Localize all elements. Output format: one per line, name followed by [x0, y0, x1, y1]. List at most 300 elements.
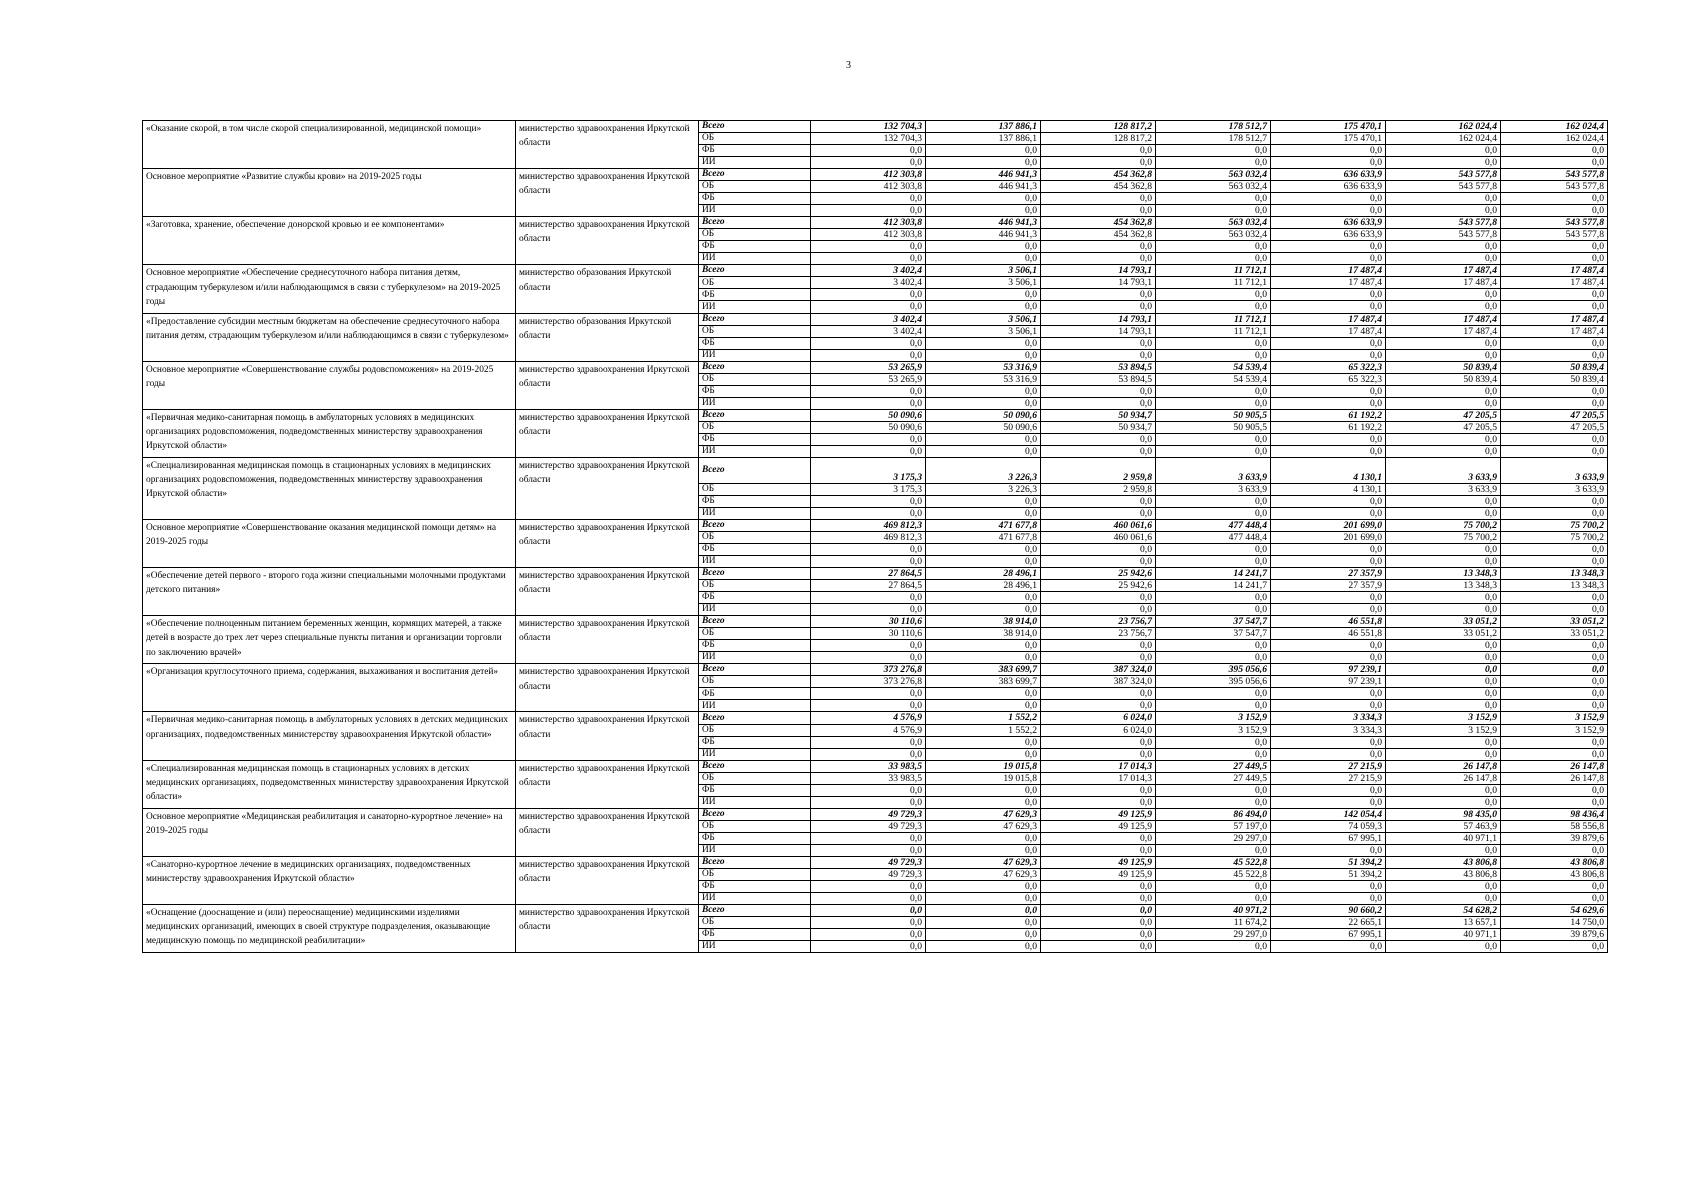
amount-cell: 0,0 [811, 544, 926, 556]
amount-cell: 373 276,8 [811, 664, 926, 676]
funding-source: ФБ [699, 784, 811, 796]
amount-cell: 13 348,3 [1501, 568, 1608, 580]
amount-cell: 0,0 [1501, 592, 1608, 604]
amount-cell: 17 487,4 [1501, 265, 1608, 277]
amount-cell: 0,0 [926, 433, 1041, 445]
activity-name: «Организация круглосуточного приема, содержания, выхаживания и воспитания детей» [143, 664, 516, 712]
amount-cell: 0,0 [1156, 445, 1271, 457]
amount-cell: 30 110,6 [811, 616, 926, 628]
amount-cell: 543 577,8 [1501, 217, 1608, 229]
amount-cell: 13 348,3 [1386, 568, 1501, 580]
amount-cell: 0,0 [811, 289, 926, 301]
amount-cell: 43 806,8 [1501, 856, 1608, 868]
amount-cell: 0,0 [811, 640, 926, 652]
amount-cell: 3 633,9 [1386, 483, 1501, 495]
amount-cell: 0,0 [926, 640, 1041, 652]
amount-cell: 14 241,7 [1156, 580, 1271, 592]
amount-cell: 178 512,7 [1156, 133, 1271, 145]
amount-cell: 0,0 [811, 507, 926, 519]
amount-cell: 0,0 [1386, 507, 1501, 519]
amount-cell: 412 303,8 [811, 229, 926, 241]
amount-cell: 47 205,5 [1386, 409, 1501, 421]
amount-cell: 13 348,3 [1501, 580, 1608, 592]
amount-cell: 50 839,4 [1386, 373, 1501, 385]
amount-cell: 50 905,5 [1156, 409, 1271, 421]
amount-cell: 0,0 [1271, 337, 1386, 349]
amount-cell: 3 633,9 [1501, 483, 1608, 495]
amount-cell: 0,0 [1041, 301, 1156, 313]
amount-cell: 0,0 [1041, 832, 1156, 844]
amount-cell: 0,0 [926, 929, 1041, 941]
amount-cell: 0,0 [811, 157, 926, 169]
amount-cell: 543 577,8 [1501, 229, 1608, 241]
amount-cell: 0,0 [1386, 640, 1501, 652]
amount-cell: 563 032,4 [1156, 181, 1271, 193]
amount-cell: 0,0 [1501, 796, 1608, 808]
funding-source: ОБ [699, 181, 811, 193]
funding-source: ОБ [699, 483, 811, 495]
activity-name: «Предоставление субсидии местным бюджетам на обеспечение среднесуточного набора питания детям, страдающим туберкулезом и/или наблюдающимся в связи с туберкулезом» [143, 313, 516, 361]
amount-cell: 75 700,2 [1386, 519, 1501, 531]
amount-cell: 0,0 [1041, 904, 1156, 916]
amount-cell: 23 756,7 [1041, 616, 1156, 628]
amount-cell: 175 470,1 [1271, 121, 1386, 133]
amount-cell: 395 056,6 [1156, 676, 1271, 688]
amount-cell: 0,0 [926, 736, 1041, 748]
amount-cell: 0,0 [1041, 253, 1156, 265]
amount-cell: 0,0 [1386, 676, 1501, 688]
amount-cell: 75 700,2 [1501, 532, 1608, 544]
amount-cell: 0,0 [1041, 880, 1156, 892]
amount-cell: 97 239,1 [1271, 676, 1386, 688]
amount-cell: 26 147,8 [1386, 760, 1501, 772]
amount-cell: 0,0 [1156, 652, 1271, 664]
funding-source: Всего [699, 121, 811, 133]
amount-cell: 0,0 [1501, 736, 1608, 748]
amount-cell: 3 633,9 [1501, 457, 1608, 483]
amount-cell: 0,0 [926, 892, 1041, 904]
table-row [143, 169, 1608, 181]
amount-cell: 412 303,8 [811, 169, 926, 181]
amount-cell: 0,0 [1386, 688, 1501, 700]
amount-cell: 0,0 [1386, 193, 1501, 205]
amount-cell: 0,0 [1271, 544, 1386, 556]
amount-cell: 0,0 [1501, 640, 1608, 652]
funding-source: Всего [699, 904, 811, 916]
amount-cell: 543 577,8 [1501, 181, 1608, 193]
amount-cell: 0,0 [926, 832, 1041, 844]
funding-source: ИИ [699, 507, 811, 519]
amount-cell: 201 699,0 [1271, 519, 1386, 531]
budget-table-body [143, 121, 1608, 953]
amount-cell: 0,0 [1271, 796, 1386, 808]
amount-cell: 454 362,8 [1041, 169, 1156, 181]
amount-cell: 0,0 [1156, 544, 1271, 556]
amount-cell: 460 061,6 [1041, 519, 1156, 531]
amount-cell: 543 577,8 [1386, 169, 1501, 181]
amount-cell: 0,0 [926, 145, 1041, 157]
amount-cell: 0,0 [1386, 652, 1501, 664]
amount-cell: 54 539,4 [1156, 361, 1271, 373]
amount-cell: 33 983,5 [811, 760, 926, 772]
amount-cell: 0,0 [1041, 495, 1156, 507]
amount-cell: 50 090,6 [811, 409, 926, 421]
amount-cell: 0,0 [1386, 205, 1501, 217]
funding-source: ИИ [699, 700, 811, 712]
amount-cell: 0,0 [1271, 385, 1386, 397]
amount-cell: 0,0 [1156, 892, 1271, 904]
amount-cell: 0,0 [926, 700, 1041, 712]
amount-cell: 0,0 [1156, 433, 1271, 445]
amount-cell: 0,0 [1501, 844, 1608, 856]
responsible-executor: министерство образования Иркутской области [516, 265, 699, 313]
amount-cell: 0,0 [926, 844, 1041, 856]
amount-cell: 65 322,3 [1271, 361, 1386, 373]
amount-cell: 49 729,3 [811, 856, 926, 868]
amount-cell: 3 226,3 [926, 483, 1041, 495]
responsible-executor: министерство здравоохранения Иркутской области [516, 760, 699, 808]
amount-cell: 162 024,4 [1386, 133, 1501, 145]
amount-cell: 0,0 [1501, 688, 1608, 700]
amount-cell: 0,0 [1156, 700, 1271, 712]
amount-cell: 543 577,8 [1386, 229, 1501, 241]
amount-cell: 142 054,4 [1271, 808, 1386, 820]
amount-cell: 0,0 [1271, 445, 1386, 457]
funding-source: Всего [699, 664, 811, 676]
amount-cell: 0,0 [1156, 397, 1271, 409]
amount-cell: 0,0 [926, 205, 1041, 217]
amount-cell: 98 435,0 [1386, 808, 1501, 820]
amount-cell: 43 806,8 [1386, 856, 1501, 868]
amount-cell: 0,0 [811, 145, 926, 157]
amount-cell: 563 032,4 [1156, 229, 1271, 241]
funding-source: ОБ [699, 373, 811, 385]
amount-cell: 75 700,2 [1386, 532, 1501, 544]
amount-cell: 0,0 [1041, 445, 1156, 457]
amount-cell: 0,0 [926, 193, 1041, 205]
amount-cell: 14 793,1 [1041, 277, 1156, 289]
amount-cell: 46 551,8 [1271, 616, 1386, 628]
amount-cell: 0,0 [1156, 507, 1271, 519]
amount-cell: 0,0 [1386, 880, 1501, 892]
amount-cell: 0,0 [811, 688, 926, 700]
amount-cell: 1 552,2 [926, 712, 1041, 724]
funding-source: Всего [699, 712, 811, 724]
amount-cell: 0,0 [1386, 301, 1501, 313]
amount-cell: 3 152,9 [1386, 712, 1501, 724]
activity-name: Основное мероприятие «Медицинская реабилитация и санаторно-курортное лечение» на 2019-2025 годы [143, 808, 516, 856]
amount-cell: 13 348,3 [1386, 580, 1501, 592]
amount-cell: 0,0 [1271, 349, 1386, 361]
amount-cell: 0,0 [1501, 301, 1608, 313]
amount-cell: 0,0 [1041, 507, 1156, 519]
amount-cell: 469 812,3 [811, 519, 926, 531]
amount-cell: 0,0 [811, 205, 926, 217]
amount-cell: 14 793,1 [1041, 325, 1156, 337]
activity-name: «Оснащение (дооснащение и (или) переоснащение) медицинскими изделиями медицинских организаций, имеющих в своей структуре подразделения, оказывающие медицинскую помощь по медицинской реабилитации» [143, 904, 516, 952]
funding-source: ИИ [699, 941, 811, 953]
amount-cell: 3 175,3 [811, 483, 926, 495]
amount-cell: 0,0 [926, 445, 1041, 457]
table-row [143, 760, 1608, 772]
amount-cell: 201 699,0 [1271, 532, 1386, 544]
amount-cell: 0,0 [1501, 941, 1608, 953]
amount-cell: 50 905,5 [1156, 421, 1271, 433]
amount-cell: 2 959,8 [1041, 457, 1156, 483]
amount-cell: 14 241,7 [1156, 568, 1271, 580]
amount-cell: 0,0 [1156, 592, 1271, 604]
amount-cell: 27 357,9 [1271, 568, 1386, 580]
funding-source: ФБ [699, 688, 811, 700]
funding-source: ОБ [699, 868, 811, 880]
funding-source: ИИ [699, 205, 811, 217]
amount-cell: 0,0 [1156, 556, 1271, 568]
funding-source: ОБ [699, 421, 811, 433]
amount-cell: 0,0 [1386, 253, 1501, 265]
amount-cell: 3 152,9 [1156, 724, 1271, 736]
amount-cell: 28 496,1 [926, 580, 1041, 592]
amount-cell: 22 665,1 [1271, 917, 1386, 929]
amount-cell: 0,0 [811, 253, 926, 265]
amount-cell: 0,0 [1041, 241, 1156, 253]
amount-cell: 0,0 [811, 385, 926, 397]
amount-cell: 0,0 [1156, 205, 1271, 217]
amount-cell: 0,0 [926, 253, 1041, 265]
activity-name: «Обеспечение полноценным питанием беременных женщин, кормящих матерей, а также детей в возрасте до трех лет через специальные пункты питания и организации торговли по заключению врачей» [143, 616, 516, 664]
amount-cell: 0,0 [1501, 349, 1608, 361]
budget-table [142, 120, 1608, 953]
amount-cell: 0,0 [1041, 337, 1156, 349]
amount-cell: 0,0 [1156, 145, 1271, 157]
amount-cell: 412 303,8 [811, 217, 926, 229]
funding-source: ИИ [699, 445, 811, 457]
amount-cell: 33 983,5 [811, 772, 926, 784]
amount-cell: 3 633,9 [1386, 457, 1501, 483]
amount-cell: 50 090,6 [926, 409, 1041, 421]
amount-cell: 3 402,4 [811, 325, 926, 337]
responsible-executor: министерство здравоохранения Иркутской области [516, 568, 699, 616]
amount-cell: 0,0 [1156, 157, 1271, 169]
amount-cell: 45 522,8 [1156, 856, 1271, 868]
amount-cell: 0,0 [1501, 253, 1608, 265]
table-row [143, 712, 1608, 724]
amount-cell: 0,0 [1386, 592, 1501, 604]
amount-cell: 162 024,4 [1501, 133, 1608, 145]
amount-cell: 0,0 [1271, 748, 1386, 760]
amount-cell: 0,0 [811, 736, 926, 748]
amount-cell: 0,0 [1271, 253, 1386, 265]
amount-cell: 17 487,4 [1501, 325, 1608, 337]
amount-cell: 0,0 [1271, 880, 1386, 892]
amount-cell: 53 316,9 [926, 373, 1041, 385]
amount-cell: 38 914,0 [926, 628, 1041, 640]
funding-source: ИИ [699, 892, 811, 904]
amount-cell: 49 125,9 [1041, 820, 1156, 832]
amount-cell: 0,0 [1271, 640, 1386, 652]
amount-cell: 0,0 [811, 556, 926, 568]
amount-cell: 132 704,3 [811, 121, 926, 133]
funding-source: ОБ [699, 628, 811, 640]
amount-cell: 446 941,3 [926, 181, 1041, 193]
amount-cell: 0,0 [1501, 205, 1608, 217]
funding-source: Всего [699, 169, 811, 181]
responsible-executor: министерство здравоохранения Иркутской области [516, 856, 699, 904]
responsible-executor: министерство здравоохранения Иркутской области [516, 616, 699, 664]
amount-cell: 0,0 [811, 652, 926, 664]
amount-cell: 446 941,3 [926, 217, 1041, 229]
funding-source: ФБ [699, 433, 811, 445]
amount-cell: 0,0 [811, 784, 926, 796]
amount-cell: 0,0 [1501, 604, 1608, 616]
table-row [143, 519, 1608, 531]
amount-cell: 563 032,4 [1156, 217, 1271, 229]
amount-cell: 47 629,3 [926, 868, 1041, 880]
amount-cell: 0,0 [1156, 748, 1271, 760]
amount-cell: 50 090,6 [811, 421, 926, 433]
amount-cell: 3 633,9 [1156, 483, 1271, 495]
amount-cell: 50 839,4 [1501, 361, 1608, 373]
amount-cell: 0,0 [1156, 337, 1271, 349]
table-row [143, 217, 1608, 229]
amount-cell: 0,0 [926, 556, 1041, 568]
funding-source: ИИ [699, 604, 811, 616]
amount-cell: 0,0 [1156, 241, 1271, 253]
amount-cell: 0,0 [1501, 556, 1608, 568]
amount-cell: 0,0 [1041, 796, 1156, 808]
amount-cell: 0,0 [1156, 941, 1271, 953]
amount-cell: 0,0 [1386, 157, 1501, 169]
amount-cell: 0,0 [926, 157, 1041, 169]
amount-cell: 0,0 [1041, 688, 1156, 700]
amount-cell: 0,0 [1041, 929, 1156, 941]
amount-cell: 137 886,1 [926, 121, 1041, 133]
amount-cell: 38 914,0 [926, 616, 1041, 628]
amount-cell: 0,0 [926, 337, 1041, 349]
amount-cell: 0,0 [1041, 349, 1156, 361]
amount-cell: 17 487,4 [1501, 277, 1608, 289]
amount-cell: 25 942,6 [1041, 580, 1156, 592]
responsible-executor: министерство здравоохранения Иркутской области [516, 409, 699, 457]
amount-cell: 0,0 [1501, 337, 1608, 349]
amount-cell: 4 576,9 [811, 712, 926, 724]
amount-cell: 0,0 [811, 397, 926, 409]
amount-cell: 0,0 [811, 433, 926, 445]
funding-source: Всего [699, 808, 811, 820]
amount-cell: 0,0 [1156, 349, 1271, 361]
funding-source: ФБ [699, 544, 811, 556]
table-row [143, 856, 1608, 868]
amount-cell: 0,0 [811, 700, 926, 712]
amount-cell: 0,0 [1156, 844, 1271, 856]
amount-cell: 0,0 [1041, 941, 1156, 953]
amount-cell: 0,0 [1501, 193, 1608, 205]
amount-cell: 412 303,8 [811, 181, 926, 193]
amount-cell: 26 147,8 [1501, 760, 1608, 772]
amount-cell: 3 633,9 [1156, 457, 1271, 483]
amount-cell: 90 660,2 [1271, 904, 1386, 916]
amount-cell: 49 125,9 [1041, 856, 1156, 868]
amount-cell: 0,0 [1386, 941, 1501, 953]
amount-cell: 477 448,4 [1156, 519, 1271, 531]
amount-cell: 0,0 [1041, 193, 1156, 205]
amount-cell: 0,0 [1041, 892, 1156, 904]
amount-cell: 454 362,8 [1041, 181, 1156, 193]
amount-cell: 98 436,4 [1501, 808, 1608, 820]
amount-cell: 0,0 [811, 193, 926, 205]
amount-cell: 0,0 [1501, 892, 1608, 904]
amount-cell: 67 995,1 [1271, 929, 1386, 941]
amount-cell: 0,0 [1041, 592, 1156, 604]
amount-cell: 27 449,5 [1156, 772, 1271, 784]
amount-cell: 6 024,0 [1041, 712, 1156, 724]
amount-cell: 14 793,1 [1041, 313, 1156, 325]
amount-cell: 11 712,1 [1156, 277, 1271, 289]
amount-cell: 27 449,5 [1156, 760, 1271, 772]
responsible-executor: министерство здравоохранения Иркутской области [516, 519, 699, 567]
amount-cell: 0,0 [811, 929, 926, 941]
amount-cell: 3 402,4 [811, 277, 926, 289]
amount-cell: 0,0 [1501, 700, 1608, 712]
amount-cell: 383 699,7 [926, 676, 1041, 688]
amount-cell: 0,0 [1271, 844, 1386, 856]
amount-cell: 0,0 [1271, 289, 1386, 301]
amount-cell: 636 633,9 [1271, 169, 1386, 181]
amount-cell: 0,0 [1271, 205, 1386, 217]
activity-name: «Санаторно-курортное лечение в медицинских организациях, подведомственных министерству здравоохранения Иркутской области» [143, 856, 516, 904]
funding-source: Всего [699, 568, 811, 580]
amount-cell: 0,0 [1271, 241, 1386, 253]
amount-cell: 0,0 [811, 796, 926, 808]
table-row [143, 265, 1608, 277]
amount-cell: 37 547,7 [1156, 616, 1271, 628]
amount-cell: 3 506,1 [926, 265, 1041, 277]
amount-cell: 0,0 [1041, 433, 1156, 445]
amount-cell: 0,0 [1271, 736, 1386, 748]
amount-cell: 0,0 [1501, 385, 1608, 397]
funding-source: ОБ [699, 820, 811, 832]
amount-cell: 636 633,9 [1271, 229, 1386, 241]
amount-cell: 50 934,7 [1041, 409, 1156, 421]
amount-cell: 0,0 [1501, 544, 1608, 556]
funding-source: ФБ [699, 289, 811, 301]
amount-cell: 25 942,6 [1041, 568, 1156, 580]
amount-cell: 0,0 [1271, 592, 1386, 604]
responsible-executor: министерство здравоохранения Иркутской области [516, 457, 699, 519]
amount-cell: 50 839,4 [1386, 361, 1501, 373]
amount-cell: 0,0 [1386, 145, 1501, 157]
funding-source: ФБ [699, 385, 811, 397]
amount-cell: 0,0 [1271, 941, 1386, 953]
amount-cell: 543 577,8 [1386, 217, 1501, 229]
amount-cell: 0,0 [1041, 205, 1156, 217]
amount-cell: 47 205,5 [1386, 421, 1501, 433]
amount-cell: 3 506,1 [926, 325, 1041, 337]
amount-cell: 460 061,6 [1041, 532, 1156, 544]
amount-cell: 387 324,0 [1041, 664, 1156, 676]
responsible-executor: министерство здравоохранения Иркутской области [516, 664, 699, 712]
table-row [143, 361, 1608, 373]
funding-source: ФБ [699, 929, 811, 941]
funding-source: Всего [699, 265, 811, 277]
funding-source: ФБ [699, 736, 811, 748]
amount-cell: 0,0 [811, 495, 926, 507]
amount-cell: 19 015,8 [926, 760, 1041, 772]
amount-cell: 39 879,6 [1501, 832, 1608, 844]
amount-cell: 0,0 [1041, 556, 1156, 568]
amount-cell: 0,0 [811, 892, 926, 904]
amount-cell: 0,0 [1271, 433, 1386, 445]
amount-cell: 0,0 [1156, 289, 1271, 301]
